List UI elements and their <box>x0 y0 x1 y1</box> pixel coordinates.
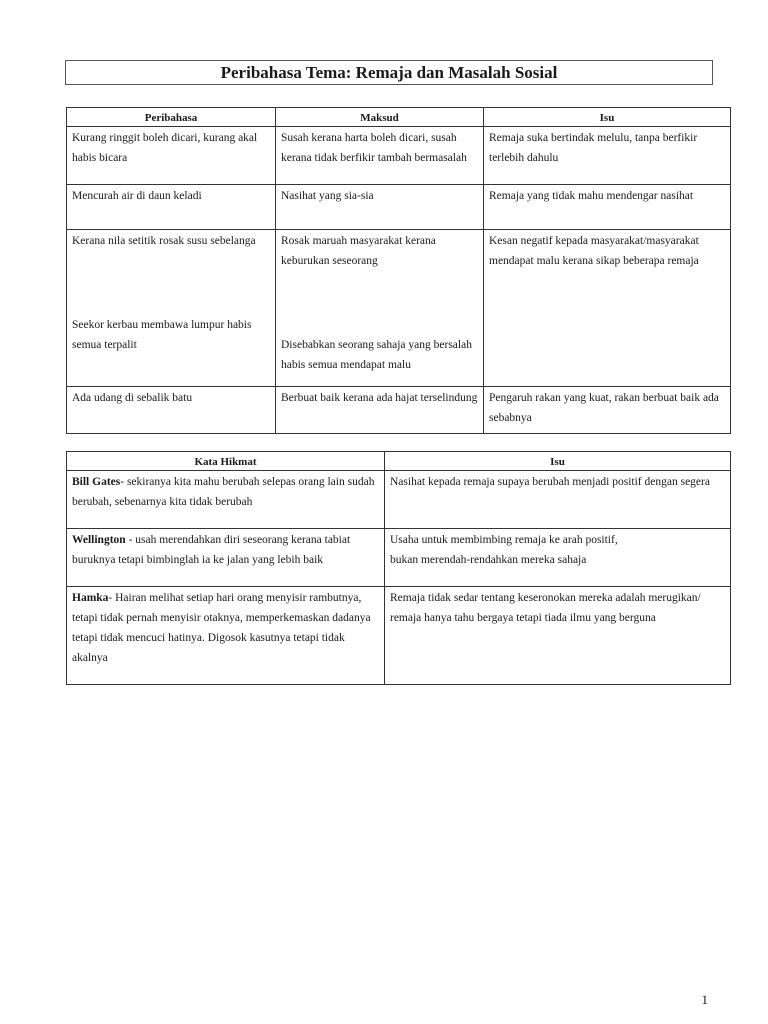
peribahasa-cell: Ada udang di sebalik batu <box>67 387 276 434</box>
author-name: Wellington <box>72 534 126 546</box>
author-name: Hamka <box>72 592 109 604</box>
column-header-isu: Isu <box>484 108 731 127</box>
isu-cell: Remaja tidak sedar tentang keseronokan mereka adalah merugikan/ remaja hanya tahu bergaya tetapi tiada ilmu yang berguna <box>385 587 731 685</box>
table-header-row <box>67 108 731 127</box>
table-row <box>67 185 731 230</box>
column-header-peribahasa: Peribahasa <box>67 108 276 127</box>
isu-cell: Remaja suka bertindak melulu, tanpa berfikir terlebih dahulu <box>484 127 731 185</box>
peribahasa-cell: Kurang ringgit boleh dicari, kurang akal habis bicara <box>67 127 276 185</box>
spacer <box>281 271 478 335</box>
page-title: Peribahasa Tema: Remaja dan Masalah Sosial <box>65 60 713 85</box>
column-header-kata-hikmat: Kata Hikmat <box>67 452 385 471</box>
table-row <box>67 587 731 685</box>
table-header-row <box>67 452 731 471</box>
isu-cell: Remaja yang tidak mahu mendengar nasihat <box>484 185 731 230</box>
peribahasa-text: Seekor kerbau membawa lumpur habis semua terpalit <box>72 319 252 351</box>
maksud-cell: Susah kerana harta boleh dicari, susah kerana tidak berfikir tambah bermasalah <box>276 127 484 185</box>
maksud-cell <box>276 230 484 387</box>
author-name: Bill Gates <box>72 476 121 488</box>
kata-hikmat-cell <box>67 529 385 587</box>
column-header-isu: Isu <box>385 452 731 471</box>
kata-hikmat-table <box>66 451 731 685</box>
isu-line: Usaha untuk membimbing remaja ke arah positif, <box>390 534 618 546</box>
quote-text: - Hairan melihat setiap hari orang menyisir rambutnya, tetapi tidak pernah menyisir otaknya, memperkemaskan dadanya tetapi tidak mencuci hatinya. Digosok kasutnya tetapi tidak akalnya <box>72 592 371 664</box>
table-row <box>67 387 731 434</box>
kata-hikmat-cell <box>67 587 385 685</box>
column-header-maksud: Maksud <box>276 108 484 127</box>
peribahasa-text: Kerana nila setitik rosak susu sebelanga <box>72 235 256 247</box>
page-number: 1 <box>701 992 708 1007</box>
isu-cell: Kesan negatif kepada masyarakat/masyarakat mendapat malu kerana sikap beberapa remaja <box>484 230 731 387</box>
peribahasa-cell: Mencurah air di daun keladi <box>67 185 276 230</box>
maksud-cell: Nasihat yang sia-sia <box>276 185 484 230</box>
isu-line: bukan merendah-rendahkan mereka sahaja <box>390 554 587 566</box>
peribahasa-table <box>66 107 731 434</box>
peribahasa-cell <box>67 230 276 387</box>
quote-text: - sekiranya kita mahu berubah selepas orang lain sudah berubah, sebenarnya kita tidak berubah <box>72 476 375 508</box>
table-row <box>67 127 731 185</box>
maksud-text: Rosak maruah masyarakat kerana keburukan seseorang <box>281 235 436 267</box>
quote-text: - usah merendahkan diri seseorang kerana tabiat buruknya tetapi bimbinglah ia ke jalan yang lebih baik <box>72 534 351 566</box>
maksud-text: Disebabkan seorang sahaja yang bersalah habis semua mendapat malu <box>281 339 472 371</box>
table-row <box>67 529 731 587</box>
isu-cell: Pengaruh rakan yang kuat, rakan berbuat baik ada sebabnya <box>484 387 731 434</box>
spacer <box>72 251 270 315</box>
table-row <box>67 230 731 387</box>
maksud-cell: Berbuat baik kerana ada hajat terselindung <box>276 387 484 434</box>
table-row <box>67 471 731 529</box>
kata-hikmat-cell <box>67 471 385 529</box>
isu-cell <box>385 529 731 587</box>
isu-cell: Nasihat kepada remaja supaya berubah menjadi positif dengan segera <box>385 471 731 529</box>
